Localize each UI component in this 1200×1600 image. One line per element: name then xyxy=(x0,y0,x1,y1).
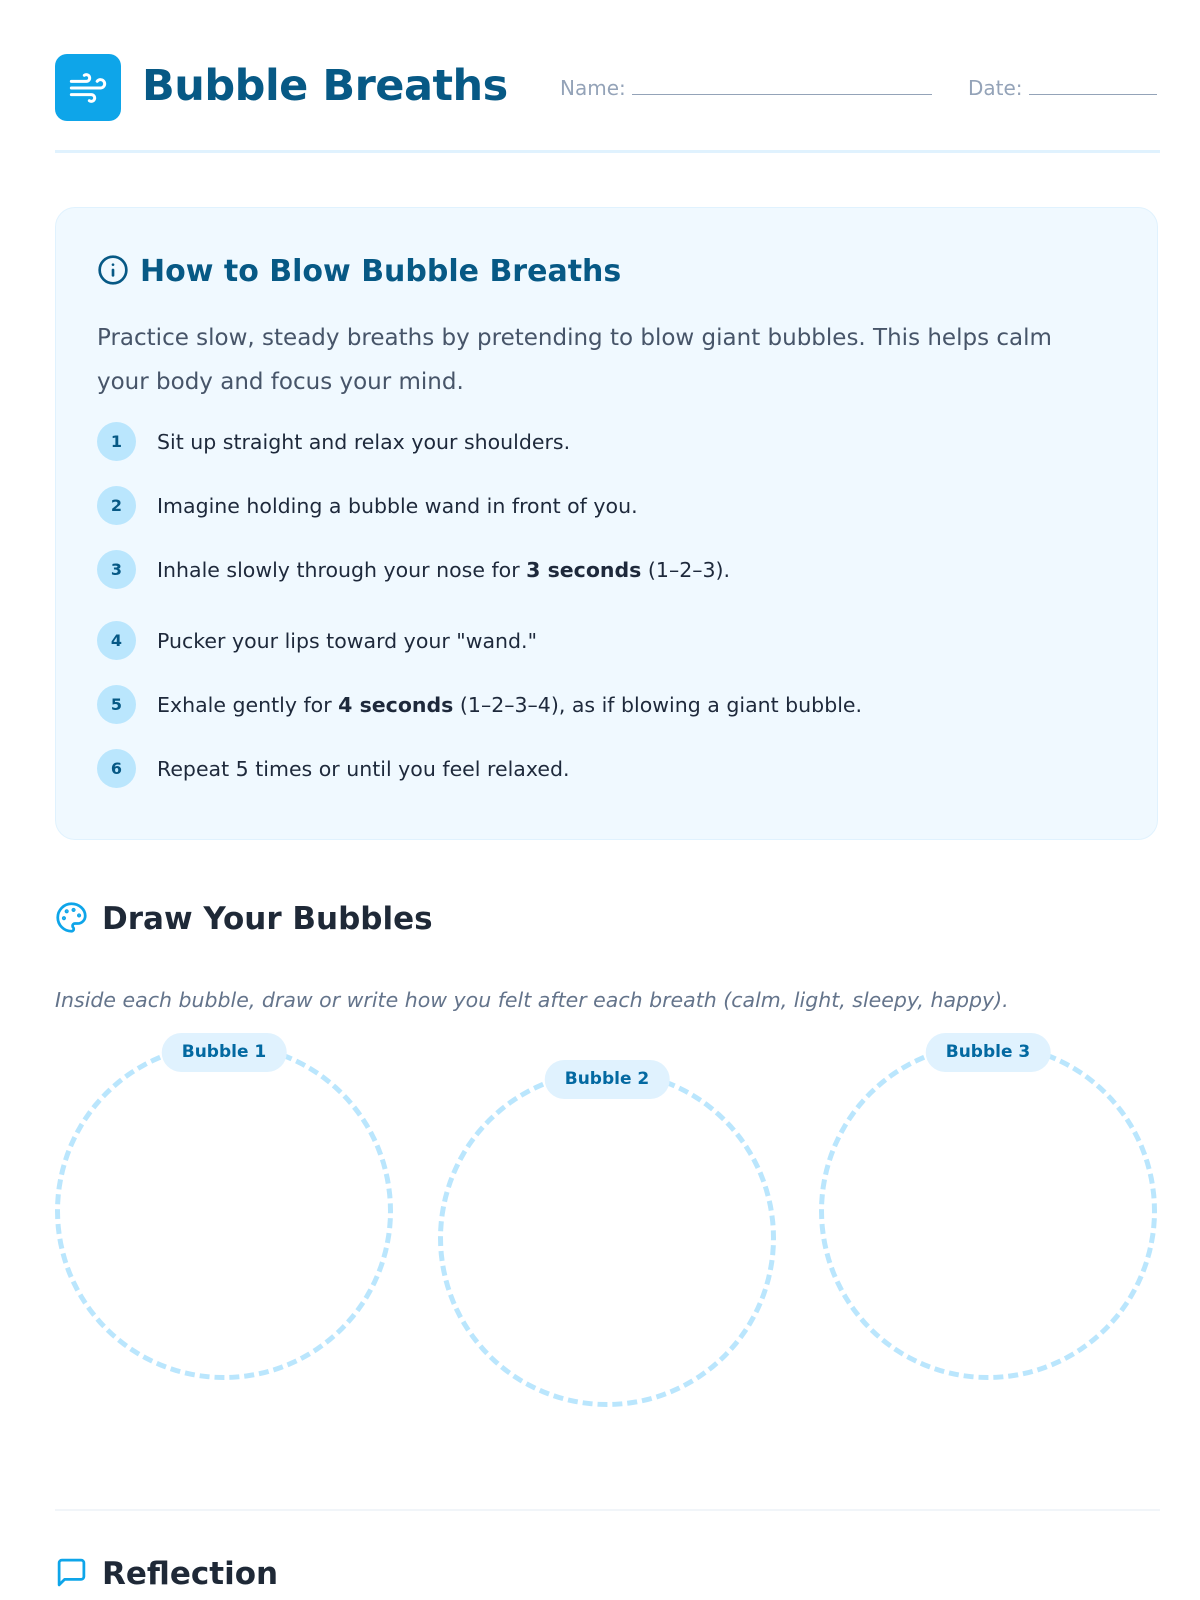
reflection-title: Reflection xyxy=(102,1556,279,1592)
step-text: Sit up straight and relax your shoulders. xyxy=(157,429,571,454)
name-label: Name: xyxy=(560,76,626,100)
wind-icon xyxy=(55,54,121,121)
step-text: Imagine holding a bubble wand in front of you. xyxy=(157,493,638,518)
bubble-circle-3[interactable] xyxy=(819,1042,1157,1380)
step-number: 1 xyxy=(97,422,136,461)
card-title: How to Blow Bubble Breaths xyxy=(140,254,622,289)
palette-icon xyxy=(55,901,88,938)
section-divider xyxy=(55,1509,1160,1511)
draw-instructions: Inside each bubble, draw or write how you felt after each breath (calm, light, sleepy, happy). xyxy=(55,988,1009,1012)
card-heading xyxy=(97,252,621,292)
step-item xyxy=(97,422,570,461)
date-label: Date: xyxy=(968,76,1023,100)
reflection-section-heading xyxy=(55,1554,278,1594)
step-item xyxy=(97,550,730,589)
step-number: 4 xyxy=(97,621,136,660)
bubble-label-1: Bubble 1 xyxy=(162,1033,287,1072)
step-text: Repeat 5 times or until you feel relaxed. xyxy=(157,756,570,781)
instructions-card xyxy=(55,207,1158,840)
step-item xyxy=(97,749,570,788)
page-title: Bubble Breaths xyxy=(142,61,508,111)
draw-section-heading xyxy=(55,899,433,939)
step-number: 5 xyxy=(97,685,136,724)
step-text: Exhale gently for 4 seconds (1–2–3–4), as if blowing a giant bubble. xyxy=(157,692,863,717)
bubble-label-3: Bubble 3 xyxy=(926,1033,1051,1072)
date-field[interactable] xyxy=(968,74,1157,102)
name-field[interactable] xyxy=(560,74,932,102)
step-number: 6 xyxy=(97,749,136,788)
step-item xyxy=(97,621,537,660)
step-number: 3 xyxy=(97,550,136,589)
name-line[interactable] xyxy=(632,74,932,95)
step-text: Inhale slowly through your nose for 3 seconds (1–2–3). xyxy=(157,557,731,582)
message-square-icon xyxy=(55,1556,88,1593)
step-item xyxy=(97,685,862,724)
info-icon xyxy=(97,254,129,290)
draw-section-title: Draw Your Bubbles xyxy=(102,901,433,937)
bubble-label-2: Bubble 2 xyxy=(545,1060,670,1099)
worksheet-header xyxy=(55,54,1160,153)
step-text: Pucker your lips toward your "wand." xyxy=(157,628,538,653)
bubble-circle-2[interactable] xyxy=(438,1069,776,1407)
card-intro: Practice slow, steady breaths by pretending to blow giant bubbles. This helps calm your body and focus your mind. xyxy=(97,325,1052,395)
step-item xyxy=(97,486,638,525)
step-number: 2 xyxy=(97,486,136,525)
date-line[interactable] xyxy=(1029,74,1157,95)
bubble-circle-1[interactable] xyxy=(55,1042,393,1380)
